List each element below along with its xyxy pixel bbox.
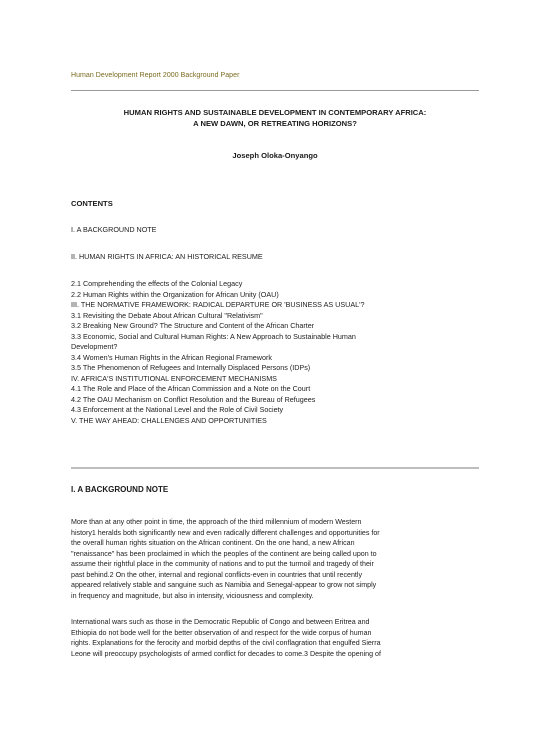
toc-item[interactable]: 3.5 The Phenomenon of Refugees and Internally Displaced Persons (IDPs) (71, 363, 311, 372)
toc-item-continuation[interactable]: Development? (71, 342, 118, 351)
toc-item[interactable]: 4.3 Enforcement at the National Level and the Role of Civil Society (71, 405, 284, 414)
toc-item[interactable]: 2.2 Human Rights within the Organization for African Unity (OAU) (71, 289, 279, 299)
paragraph-line: Leone will preoccupy psychologists of armed conflict for decades to come.3 Despite the opening of (71, 649, 381, 658)
paragraph-line: history1 heralds both significantly new and even radically different challenges and opportunities for (71, 528, 380, 537)
header-divider (71, 90, 479, 91)
toc-item[interactable]: 4.2 The OAU Mechanism on Conflict Resolution and the Bureau of Refugees (71, 394, 316, 404)
paragraph-line: the overall human rights situation on the African continent. On the one hand, a new African (71, 539, 355, 547)
paragraph-line: rights. Explanations for the ferocity and morbid depths of the civil conflagration that engulfed Sierra (71, 639, 381, 647)
toc-item[interactable]: 3.1 Revisiting the Debate About African Cultural "Relativism" (71, 310, 263, 320)
toc-item[interactable]: V. THE WAY AHEAD: CHALLENGES AND OPPORTUNITIES (71, 415, 267, 425)
body-paragraph (71, 617, 485, 659)
author-name: Joseph Oloka-Onyango (232, 151, 318, 160)
paragraph-line: More than at any other point in time, the approach of the third millennium of modern Western (71, 518, 362, 526)
paragraph-line: appeared relatively stable and sanguine such as Namibia and Senegal-appear to grow not simply (71, 581, 377, 589)
paragraph-line: assume their rightful place in the community of nations and to put the turmoil and tragedy of their (71, 560, 374, 568)
paragraph-line: International wars such as those in the Democratic Republic of Congo and between Eritrea and (71, 618, 370, 626)
document-title (71, 107, 479, 129)
toc-item[interactable]: 3.4 Women's Human Rights in the African Regional Framework (71, 352, 272, 362)
section-heading: I. A BACKGROUND NOTE (71, 485, 169, 494)
section-divider (71, 467, 479, 469)
body-paragraph (71, 517, 485, 601)
paragraph-line: in frequency and magnitude, but also in intensity, viciousness and complexity. (71, 591, 314, 600)
toc-item[interactable]: 2.1 Comprehending the effects of the Colonial Legacy (71, 279, 243, 288)
toc-item[interactable]: 3.2 Breaking New Ground? The Structure and Content of the African Charter (71, 321, 315, 330)
paragraph-line: Ethiopia do not bode well for the better observation of and respect for the wide corpus of human (71, 628, 372, 637)
title-line-1: HUMAN RIGHTS AND SUSTAINABLE DEVELOPMENT IN CONTEMPORARY AFRICA: (123, 108, 427, 117)
contents-heading: CONTENTS (71, 199, 113, 208)
toc-item[interactable]: 4.1 The Role and Place of the African Commission and a Note on the Court (71, 384, 311, 393)
toc-item[interactable]: 3.3 Economic, Social and Cultural Human Rights: A New Approach to Sustainable Human (71, 331, 356, 341)
toc-item[interactable]: II. HUMAN RIGHTS IN AFRICA: AN HISTORICAL RESUME (71, 252, 263, 261)
report-series-label: Human Development Report 2000 Background Paper (71, 72, 240, 79)
toc-item[interactable]: I. A BACKGROUND NOTE (71, 225, 157, 234)
toc-item[interactable]: III. THE NORMATIVE FRAMEWORK: RADICAL DEPARTURE OR 'BUSINESS AS USUAL'? (71, 300, 365, 309)
title-line-2: A NEW DAWN, OR RETREATING HORIZONS? (193, 119, 357, 128)
paragraph-line: past behind.2 On the other, internal and regional conflicts-even in countries that until recently (71, 570, 363, 579)
paragraph-line: "renaissance" has been proclaimed in which the peoples of the continent are being called upon to (71, 549, 377, 558)
toc-item[interactable]: IV. AFRICA'S INSTITUTIONAL ENFORCEMENT MECHANISMS (71, 373, 277, 383)
